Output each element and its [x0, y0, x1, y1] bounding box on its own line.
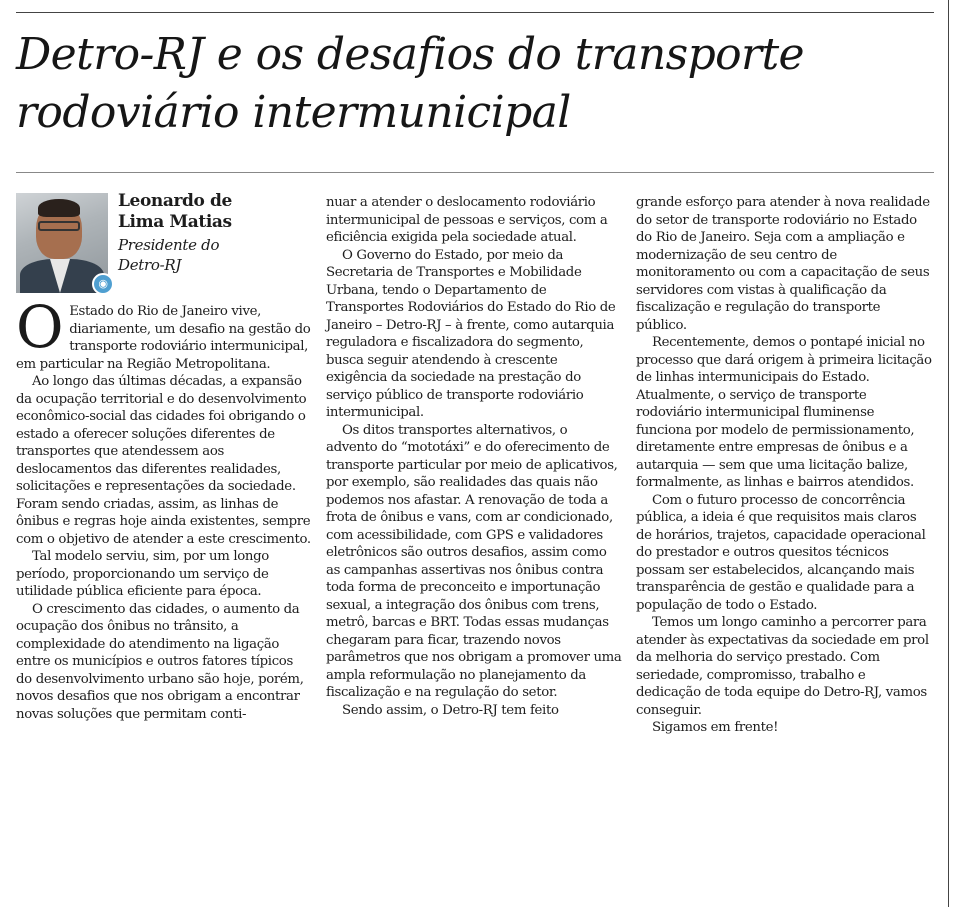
paragraph: Sendo assim, o Detro-RJ tem feito — [342, 702, 559, 718]
article-headline: Detro-RJ e os desafios do transporte rodoviário intermunicipal — [16, 29, 804, 138]
author-byline — [16, 185, 312, 303]
camera-icon[interactable]: ◉ — [92, 273, 114, 295]
top-rule — [16, 12, 934, 13]
paragraph: O Governo do Estado, por meio da Secretaria de Transportes e Mobilidade Urbana, tendo o Departamento de Transportes Rodoviários do Estado do Rio de Janeiro – Detro-RJ – à frente, como autarquia reguladora e fiscalizadora do segmento, busca seguir atendendo à crescente exigência da sociedade na prestação do serviço público de transporte rodoviário intermunicipal. — [326, 247, 616, 420]
paragraph: Temos um longo caminho a percorrer para atender às expectativas da sociedade em prol da melhoria do serviço prestado. Com seriedade, compromisso, trabalho e dedicação de toda equipe do Detro-RJ, vamos conseguir. — [636, 615, 929, 718]
right-column-rule — [948, 0, 949, 907]
drop-cap: O — [16, 293, 64, 361]
author-name: Leonardo de Lima Matias — [118, 191, 232, 232]
paragraph: Os ditos transportes alternativos, o advento do “mototáxi” e do oferecimento de transporte particular por meio de aplicativos, por exemplo, são realidades das quais não podemos nos afastar. A renovação de toda a frota de ônibus e vans, com ar condicionado, com acessibilidade, com GPS e validadores eletrônicos são outros desafios, assim como as campanhas assertivas nos ônibus contra toda forma de preconceito e importunação sexual, a integração dos ônibus com trens, metrô, barcas e BRT. Todas essas mudanças chegaram para ficar, trazendo novos parâmetros que nos obrigam a promover uma ampla reformulação no planejamento da fiscalização e na regulação do setor. — [326, 422, 622, 700]
paragraph: grande esforço para atender à nova realidade do setor de transporte rodoviário no Estado do Rio de Janeiro. Seja com a ampliação e modernização de seu centro de monitoramento ou com a capacitação de seus servidores com vistas à qualificação da fiscalização e regulação do transporte público. — [636, 195, 930, 333]
paragraph: O Estado do Rio de Janeiro vive, diariamente, um desafio na gestão do transporte rodoviário intermunicipal, em particular na Região Metropolitana. — [16, 293, 311, 372]
paragraph: Ao longo das últimas décadas, a expansão da ocupação territorial e do desenvolvimento econômico-social das cidades foi obrigando o estado a oferecer soluções diferentes de transportes que atendessem aos deslocamentos das diferentes realidades, solicitações e representações da sociedade. Foram sendo criadas, assim, as linhas de ônibus e regras hoje ainda existentes, sempre com o objetivo de atender a este crescimento. — [16, 374, 311, 547]
paragraph: nuar a atender o deslocamento rodoviário intermunicipal de pessoas e serviços, com a eficiência exigida pela sociedade atual. — [326, 195, 608, 245]
paragraph: Com o futuro processo de concorrência pública, a ideia é que requisitos mais claros de horários, trajetos, capacidade operacional do prestador e outros quesitos técnicos possam ser estabelecidos, alcançando mais transparência de gestão e qualidade para a população de todo o Estado. — [636, 492, 926, 613]
article-column-2 — [326, 194, 622, 719]
paragraph: Tal modelo serviu, sim, por um longo período, proporcionando um serviço de utilidade pública eficiente para época. — [16, 549, 269, 599]
article-column-1 — [16, 185, 312, 723]
paragraph: O crescimento das cidades, o aumento da ocupação dos ônibus no trânsito, a complexidade do atendimento na ligação entre os municípios e outros fatores típicos do desenvolvimento urbano são hoje, porém, novos desafios que nos obrigam a encontrar novas soluções que permitam conti- — [16, 601, 304, 722]
paragraph: Recentemente, demos o pontapé inicial no processo que dará origem à primeira licitação de linhas intermunicipais do Estado. Atualmente, o serviço de transporte rodoviário intermunicipal fluminense funciona por modelo de permissionamento, diretamente entre empresas de ônibus e a autarquia — sem que uma licitação balize, formalmente, as linhas e bairros atendidos. — [636, 335, 932, 490]
author-role: Presidente do Detro-RJ — [118, 236, 220, 274]
article-column-3 — [636, 194, 932, 737]
paragraph: Sigamos em frente! — [652, 720, 779, 735]
headline-rule — [16, 172, 934, 173]
